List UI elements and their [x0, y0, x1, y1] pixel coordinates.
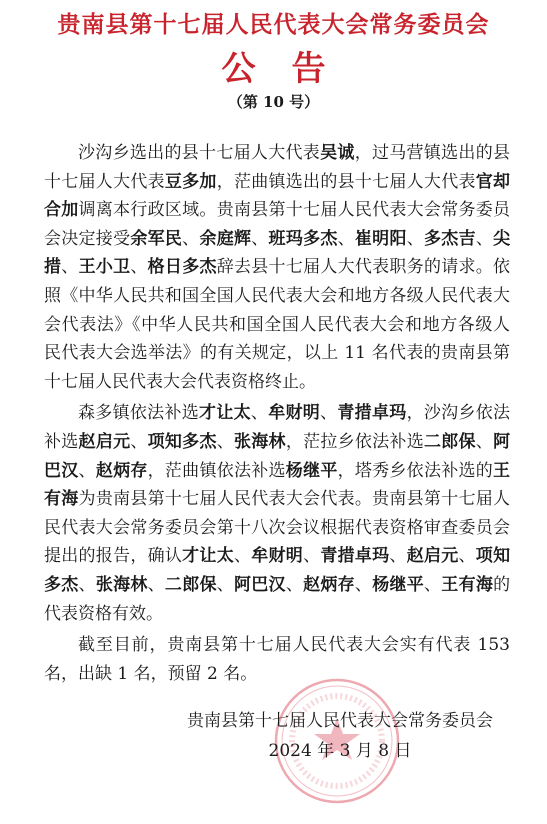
text-run: 森多镇依法补选 [78, 403, 200, 424]
paragraph-1 [44, 139, 510, 396]
representative-name: 王有海 [441, 574, 494, 595]
document-number: （第 10 号） [227, 93, 320, 111]
text-run: 、 [78, 460, 96, 481]
representative-name: 官却合加 [44, 171, 511, 221]
representative-name: 王小卫 [78, 257, 131, 278]
representative-name: 余军民 [130, 228, 183, 249]
representative-name: 杨继平 [372, 574, 425, 595]
text-run: 调离本行政区域。贵南县第十七届人民代表大会常务委员会决定接受 [44, 200, 511, 249]
text-run: ，塔秀乡依法补选的 [337, 460, 494, 481]
representative-name: 张海林 [234, 431, 286, 452]
representative-name: 赵炳存 [303, 574, 355, 595]
representative-name: 班玛多杰 [268, 228, 338, 249]
representative-name: 余庭辉 [199, 228, 252, 249]
text-run: 、 [337, 228, 355, 249]
text-run: 、 [182, 228, 200, 249]
text-run: 截至目前，贵南县第十七届人民代表大会实有代表 153 名，出缺 1 名，预留 2 名。 [44, 635, 510, 684]
text-run: 、 [458, 546, 476, 567]
representative-name: 项知多杰 [44, 546, 511, 595]
text-run: 、 [233, 546, 252, 567]
representative-name: 赵炳存 [95, 460, 148, 481]
text-run: 、 [389, 546, 407, 567]
text-run: 、 [475, 431, 494, 452]
representative-name: 杨继平 [285, 460, 338, 481]
text-run: 、 [130, 431, 148, 452]
text-run: ，茫曲镇依法补选 [147, 460, 286, 481]
text-run: 、 [303, 546, 321, 567]
representative-name: 赵启元 [78, 431, 131, 452]
text-run: 的代表资格有效。 [44, 574, 511, 624]
notice-body [44, 139, 510, 691]
representative-name: 王有海 [44, 460, 511, 510]
text-run: 沙沟乡选出的县十七届人大代表 [78, 143, 321, 163]
text-run: 、 [424, 574, 442, 595]
paragraph-2 [44, 399, 510, 628]
representative-name: 青措卓玛 [337, 403, 407, 424]
text-run: 、 [130, 257, 148, 278]
text-run: 、 [78, 574, 96, 595]
representative-name: 尖措 [44, 228, 511, 278]
issuer-title: 贵南县第十七届人民代表大会常务委员会 [57, 11, 490, 38]
text-run: 为贵南县第十七届人民代表大会代表。贵南县第十七届人民代表大会常务委员会第十八次会议根据代表资格审查委员会提出的报告，确认 [44, 489, 511, 567]
representative-name: 张海林 [95, 574, 148, 595]
text-run: 、 [320, 403, 338, 424]
representative-name: 多杰吉 [424, 228, 476, 249]
text-run: 、 [147, 574, 165, 595]
text-run: ，茫曲镇选出的县十七届人大代表 [216, 171, 476, 192]
signature-date: 2024 年 3 月 8 日 [268, 741, 412, 761]
paragraph-3 [44, 631, 510, 688]
representative-name: 青措卓玛 [320, 546, 390, 567]
notice-heading: 公告 [221, 49, 362, 89]
text-run: 、 [406, 228, 424, 249]
representative-name: 赵启元 [406, 546, 459, 567]
text-run: 辞去县十七届人大代表职务的请求。依照《中华人民共和国全国人民代表大会和地方各级人民代表大会代表法》《中华人民共和国全国人民代表大会和地方各级人民代表大会选举法》的有关规定，以上 11 名代表的贵南县第十七届人民代表大会代表资格终止。 [44, 257, 511, 392]
text-run: ，过马营镇选出的县十七届人大代表 [44, 143, 511, 192]
representative-name: 牟财明 [251, 546, 304, 567]
text-run: 、 [251, 228, 269, 249]
text-run: 、 [354, 574, 373, 595]
text-run: 、 [475, 228, 494, 249]
representative-name: 牟财明 [268, 403, 321, 424]
text-run: 、 [61, 257, 79, 278]
representative-name: 才让太 [182, 546, 234, 567]
text-run: 、 [216, 574, 235, 595]
text-run: 、 [216, 431, 234, 452]
representative-name: 二郎保 [423, 431, 476, 452]
representative-name: 才让太 [199, 403, 251, 424]
representative-name: 豆多加 [164, 171, 217, 192]
representative-name: 阿巴汉 [234, 574, 286, 595]
signature-block [140, 706, 540, 766]
signature-issuer: 贵南县第十七届人民代表大会常务委员会 [187, 711, 493, 731]
text-run: ，茫拉乡依法补选 [285, 431, 424, 452]
representative-name: 项知多杰 [147, 431, 217, 452]
text-run: 、 [285, 574, 304, 595]
representative-name: 二郎保 [164, 574, 217, 595]
representative-name: 阿巴汉 [44, 431, 511, 481]
representative-name: 吴诚 [320, 143, 355, 163]
text-run: 、 [250, 403, 269, 424]
representative-name: 格日多杰 [147, 257, 217, 278]
text-run: ，沙沟乡依法补选 [44, 403, 511, 452]
representative-name: 崔明阳 [354, 228, 407, 249]
